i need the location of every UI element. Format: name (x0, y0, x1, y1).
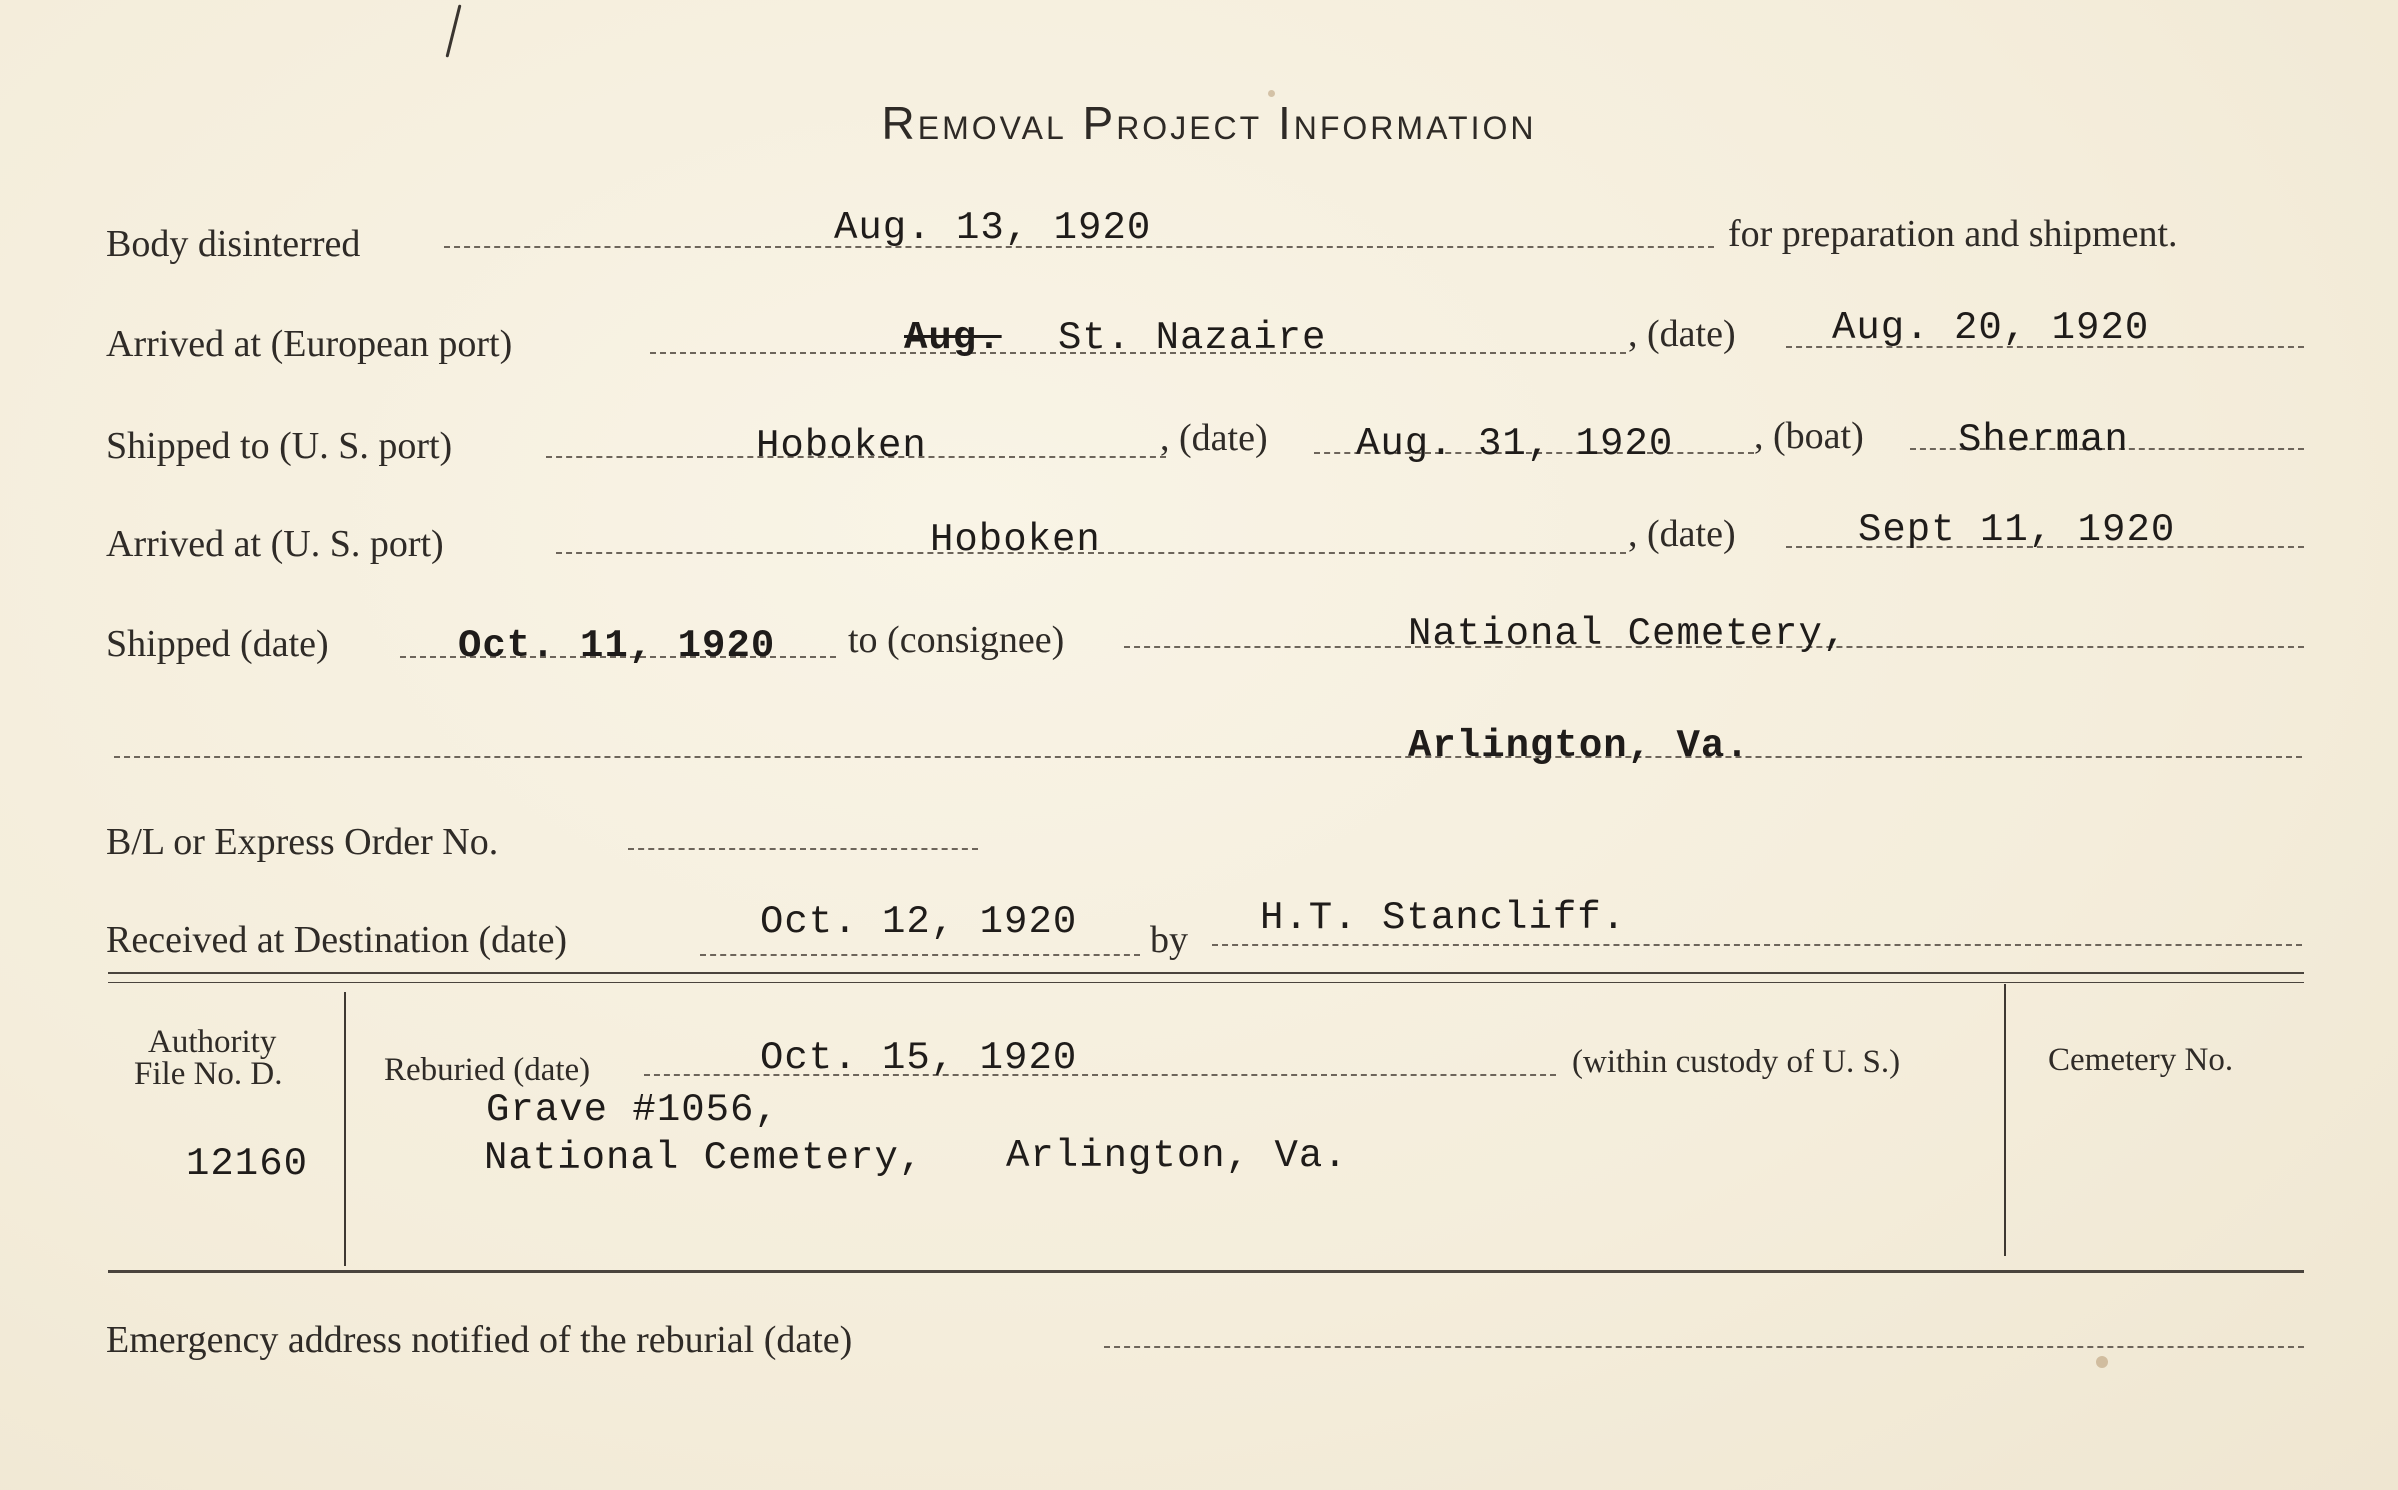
arrived-us-port: Hoboken (930, 518, 1101, 562)
shipped-us-label: Shipped to (U. S. port) (106, 425, 453, 467)
box-bottom-rule (108, 1270, 2304, 1273)
received-by: H.T. Stancliff. (1260, 896, 1627, 940)
consignee-line-2 (114, 756, 2302, 758)
shipped-date: Oct. 11, 1920 (458, 624, 776, 668)
cemetery-no-label: Cemetery No. (2048, 1042, 2234, 1078)
authority-label: Authority (148, 1024, 277, 1060)
emergency-label: Emergency address notified of the reburial (date) (106, 1319, 853, 1361)
arrived-us-date-label: , (date) (1628, 513, 1736, 555)
consignee-name: National Cemetery, (1408, 612, 1848, 656)
consignee-location: Arlington, Va. (1408, 724, 1750, 768)
arrived-eu-date-label: , (date) (1628, 313, 1736, 355)
consignee-label: to (consignee) (848, 619, 1065, 661)
grave-number: Grave #1056, (486, 1088, 779, 1132)
box-divider-right (2004, 984, 2006, 1256)
shipped-us-boat-label: , (boat) (1754, 415, 1864, 457)
box-top-rule-2 (108, 982, 2304, 983)
shipped-us-date: Aug. 31, 1920 (1356, 422, 1674, 466)
burial-cemetery: National Cemetery, (484, 1136, 924, 1180)
reburied-date: Oct. 15, 1920 (760, 1036, 1078, 1080)
shipped-us-date-label: , (date) (1160, 417, 1268, 459)
shipped-us-boat: Sherman (1958, 418, 2129, 462)
shipped-date-label: Shipped (date) (106, 623, 329, 665)
arrived-eu-date: Aug. 20, 1920 (1832, 306, 2150, 350)
bl-line (628, 848, 978, 850)
arrived-eu-label: Arrived at (European port) (106, 323, 513, 365)
pen-mark (446, 4, 462, 57)
paper-stain (2096, 1356, 2108, 1368)
received-date-line (700, 954, 1140, 956)
burial-location: Arlington, Va. (1006, 1134, 1348, 1178)
disinterred-label: Body disinterred (106, 223, 361, 265)
disinterred-suffix: for preparation and shipment. (1728, 213, 2178, 255)
authority-file-label: File No. D. (134, 1056, 283, 1092)
bl-label: B/L or Express Order No. (106, 821, 499, 863)
emergency-line (1104, 1346, 2304, 1348)
disinterred-value: Aug. 13, 1920 (834, 206, 1152, 250)
box-divider-left (344, 992, 346, 1266)
received-label: Received at Destination (date) (106, 919, 568, 961)
arrived-us-date: Sept 11, 1920 (1858, 508, 2176, 552)
arrived-eu-struck: Aug. (904, 316, 1002, 360)
received-date: Oct. 12, 1920 (760, 900, 1078, 944)
received-by-label: by (1150, 919, 1188, 961)
authority-file-number: 12160 (186, 1142, 309, 1186)
custody-label: (within custody of U. S.) (1572, 1044, 1901, 1080)
arrived-us-label: Arrived at (U. S. port) (106, 523, 444, 565)
form-title: Removal Project Information (881, 97, 1537, 149)
shipped-us-port: Hoboken (756, 424, 927, 468)
arrived-eu-port: St. Nazaire (1058, 316, 1327, 360)
received-by-line (1212, 944, 2302, 946)
box-top-rule (108, 972, 2304, 974)
reburied-label: Reburied (date) (384, 1052, 591, 1088)
